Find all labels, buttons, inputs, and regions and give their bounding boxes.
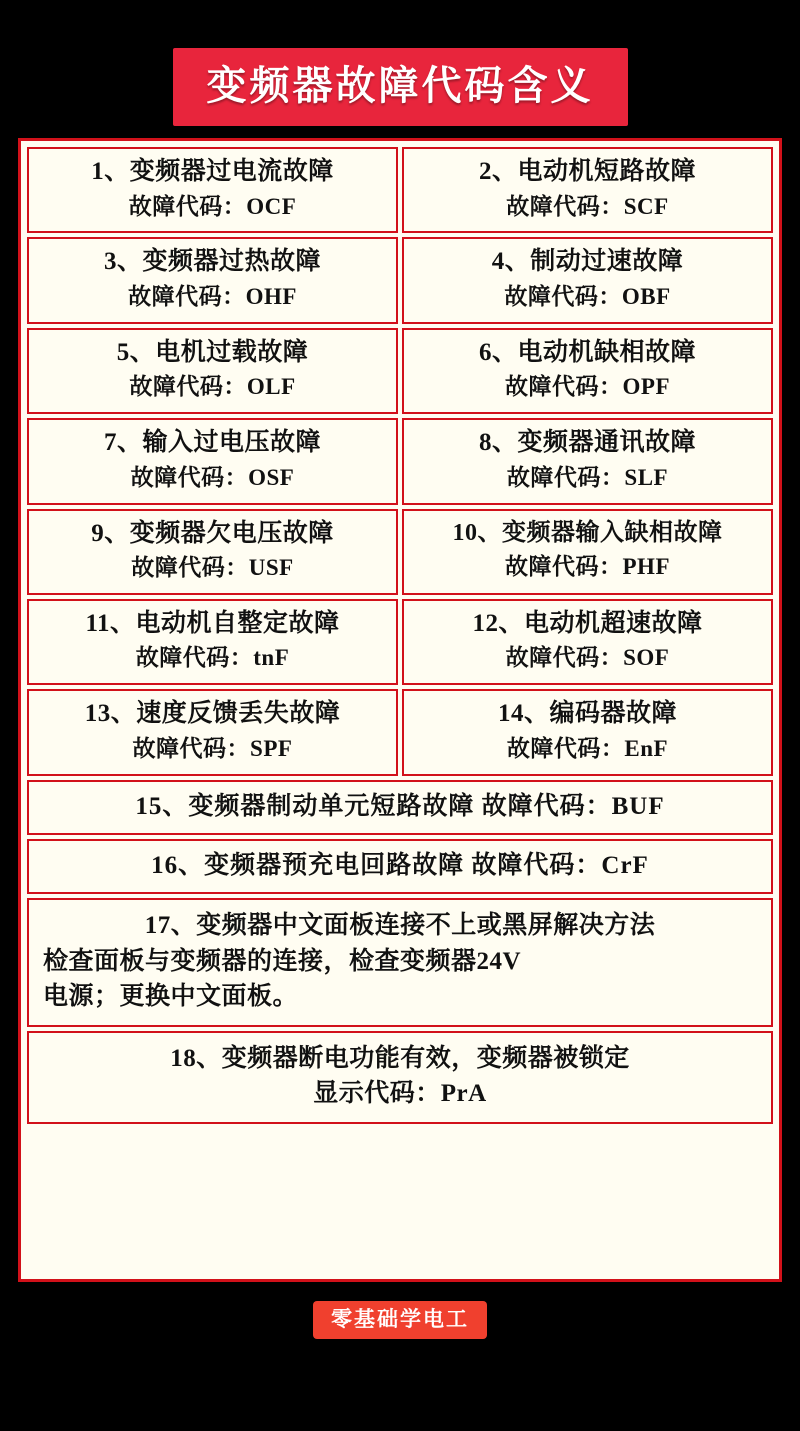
fault-item-code: 故障代码：OLF	[129, 374, 296, 400]
table-row	[25, 597, 775, 687]
fault-item-17	[27, 898, 773, 1027]
fault-item-8	[402, 418, 773, 504]
fault-item-code: 故障代码：OHF	[128, 283, 297, 309]
fault-item-name: 13、速度反馈丢失故障	[84, 700, 341, 728]
page-title: 变频器故障代码含义	[173, 48, 628, 126]
fault-item-heading: 18、变频器断电功能有效，变频器被锁定	[170, 1044, 630, 1072]
fault-item-code: 故障代码：OPF	[505, 374, 670, 400]
fault-item-11	[27, 599, 398, 685]
fault-item-5	[27, 328, 398, 414]
fault-item-code: 故障代码：OCF	[128, 193, 297, 219]
fault-item-heading: 17、变频器中文面板连接不上或黑屏解决方法	[144, 912, 656, 940]
fault-item-18	[27, 1031, 773, 1124]
fault-item-name: 8、变频器通讯故障	[478, 429, 696, 457]
table-row	[25, 326, 775, 416]
table-row	[25, 145, 775, 235]
fault-item-14	[402, 689, 773, 775]
fault-item-name: 12、电动机超速故障	[472, 609, 703, 637]
fault-item-name: 2、电动机短路故障	[478, 158, 696, 185]
fault-item-9	[27, 509, 398, 595]
fault-item-name: 7、输入过电压故障	[103, 429, 321, 457]
table-row	[25, 416, 775, 506]
fault-item-name: 9、变频器欠电压故障	[91, 519, 334, 547]
fault-item-10	[402, 509, 773, 595]
fault-item-code: 故障代码：SLF	[506, 464, 669, 490]
fault-item-code: 故障代码：tnF	[135, 645, 290, 671]
fault-code-grid	[25, 145, 775, 1126]
table-row	[25, 687, 775, 777]
fault-item-text: 15、变频器制动单元短路故障 故障代码：BUF	[135, 792, 665, 820]
fault-item-code: 显示代码：PrA	[313, 1080, 487, 1108]
fault-item-name: 1、变频器过电流故障	[91, 158, 334, 185]
fault-item-15	[27, 780, 773, 835]
fault-item-12	[402, 599, 773, 685]
fault-item-6	[402, 328, 773, 414]
fault-item-code: 故障代码：SOF	[505, 645, 670, 671]
fault-item-code: 故障代码：SCF	[506, 193, 669, 219]
fault-item-3	[27, 237, 398, 323]
fault-item-4	[402, 237, 773, 323]
fault-item-name: 10、变频器输入缺相故障	[452, 519, 723, 546]
table-row	[25, 507, 775, 597]
fault-item-name: 14、编码器故障	[497, 700, 677, 728]
table-row	[25, 235, 775, 325]
fault-item-code: 故障代码：OSF	[130, 464, 295, 490]
fault-item-code: 故障代码：EnF	[506, 735, 669, 761]
fault-item-1	[27, 147, 398, 233]
fault-item-2	[402, 147, 773, 233]
fault-item-code: 故障代码：OBF	[504, 283, 671, 309]
fault-item-code: 故障代码：SPF	[132, 735, 293, 761]
fault-item-text: 16、变频器预充电回路故障 故障代码：CrF	[151, 851, 649, 879]
title-banner-container	[0, 48, 800, 126]
fault-item-code: 故障代码：PHF	[505, 553, 670, 579]
footer-badge: 零基础学电工	[313, 1301, 487, 1339]
fault-item-13	[27, 689, 398, 775]
fault-item-name: 4、制动过速故障	[491, 248, 684, 276]
footer-badge-container	[0, 1301, 800, 1339]
fault-item-name: 3、变频器过热故障	[103, 248, 321, 276]
fault-code-board	[18, 138, 782, 1282]
fault-item-name: 5、电机过载故障	[116, 338, 309, 366]
fault-item-16	[27, 839, 773, 894]
fault-item-7	[27, 418, 398, 504]
fault-item-name: 6、电动机缺相故障	[478, 338, 696, 366]
fault-item-detail-line-1: 检查面板与变频器的连接，检查变频器24V	[43, 947, 522, 975]
fault-item-detail-line-2: 电源；更换中文面板。	[43, 983, 299, 1011]
fault-item-code: 故障代码：USF	[131, 555, 294, 581]
fault-item-name: 11、电动机自整定故障	[85, 609, 340, 637]
